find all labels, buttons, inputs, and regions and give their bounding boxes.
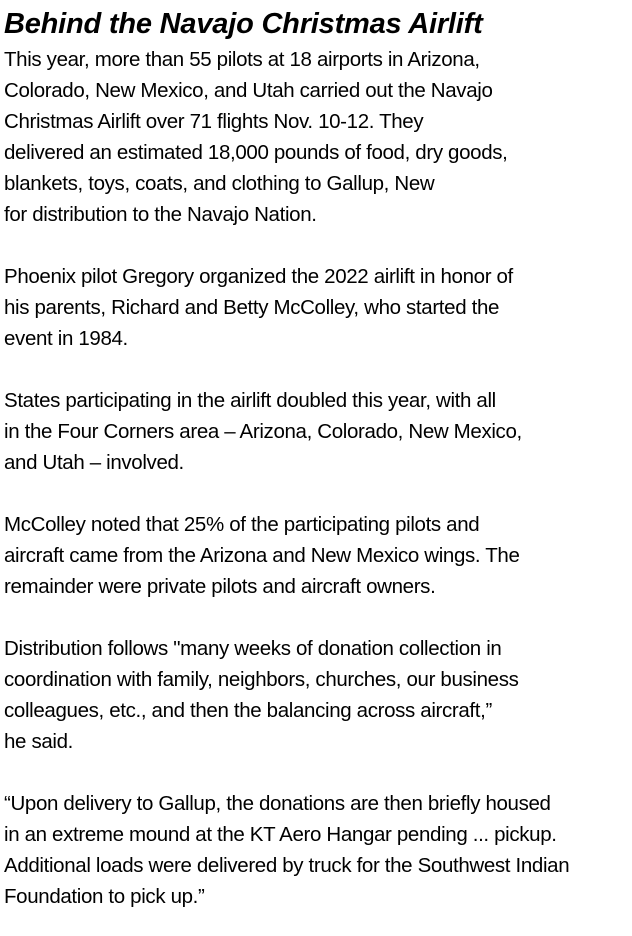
text-line: “Upon delivery to Gallup, the donations are then briefly housed bbox=[4, 792, 551, 815]
text-line: in the Four Corners area – Arizona, Colorado, New Mexico, bbox=[4, 420, 522, 443]
paragraph-spacer bbox=[4, 354, 630, 385]
text-line: aircraft came from the Arizona and New Mexico wings. The bbox=[4, 544, 520, 567]
text-line: blankets, toys, coats, and clothing to Gallup, New bbox=[4, 172, 435, 195]
paragraph-spacer bbox=[4, 230, 630, 261]
text-line: Additional loads were delivered by truck for the Southwest Indian bbox=[4, 854, 570, 877]
paragraph-spacer bbox=[4, 602, 630, 633]
paragraph-distribution bbox=[4, 633, 630, 757]
text-line: he said. bbox=[4, 730, 74, 753]
text-line: remainder were private pilots and aircraft owners. bbox=[4, 575, 436, 598]
text-line: colleagues, etc., and then the balancing across aircraft,” bbox=[4, 699, 492, 722]
article-title: Behind the Navajo Christmas Airlift bbox=[4, 8, 483, 40]
paragraph-spacer bbox=[4, 757, 630, 788]
text-line: his parents, Richard and Betty McColley, who started the bbox=[4, 296, 500, 319]
paragraph-organizer bbox=[4, 261, 630, 354]
paragraph-airlift-summary bbox=[4, 44, 630, 230]
text-line: States participating in the airlift doubled this year, with all bbox=[4, 389, 496, 412]
text-line: and Utah – involved. bbox=[4, 451, 184, 474]
text-line: in an extreme mound at the KT Aero Hangar pending ... pickup. bbox=[4, 823, 557, 846]
text-line: event in 1984. bbox=[4, 327, 128, 350]
text-line: Colorado, New Mexico, and Utah carried out the Navajo bbox=[4, 79, 493, 102]
text-line: Christmas Airlift over 71 flights Nov. 10-12. They bbox=[4, 110, 424, 133]
paragraph-participation bbox=[4, 509, 630, 602]
text-line: Distribution follows "many weeks of donation collection in bbox=[4, 637, 502, 660]
text-line: Foundation to pick up.” bbox=[4, 885, 205, 908]
text-line: Phoenix pilot Gregory organized the 2022 airlift in honor of bbox=[4, 265, 513, 288]
text-line: delivered an estimated 18,000 pounds of food, dry goods, bbox=[4, 141, 508, 164]
article bbox=[4, 4, 630, 912]
paragraph-states bbox=[4, 385, 630, 478]
text-line: McColley noted that 25% of the participating pilots and bbox=[4, 513, 480, 536]
paragraph-delivery bbox=[4, 788, 630, 912]
text-line: This year, more than 55 pilots at 18 airports in Arizona, bbox=[4, 48, 480, 71]
paragraph-spacer bbox=[4, 478, 630, 509]
text-line: for distribution to the Navajo Nation. bbox=[4, 203, 317, 226]
text-line: coordination with family, neighbors, churches, our business bbox=[4, 668, 519, 691]
